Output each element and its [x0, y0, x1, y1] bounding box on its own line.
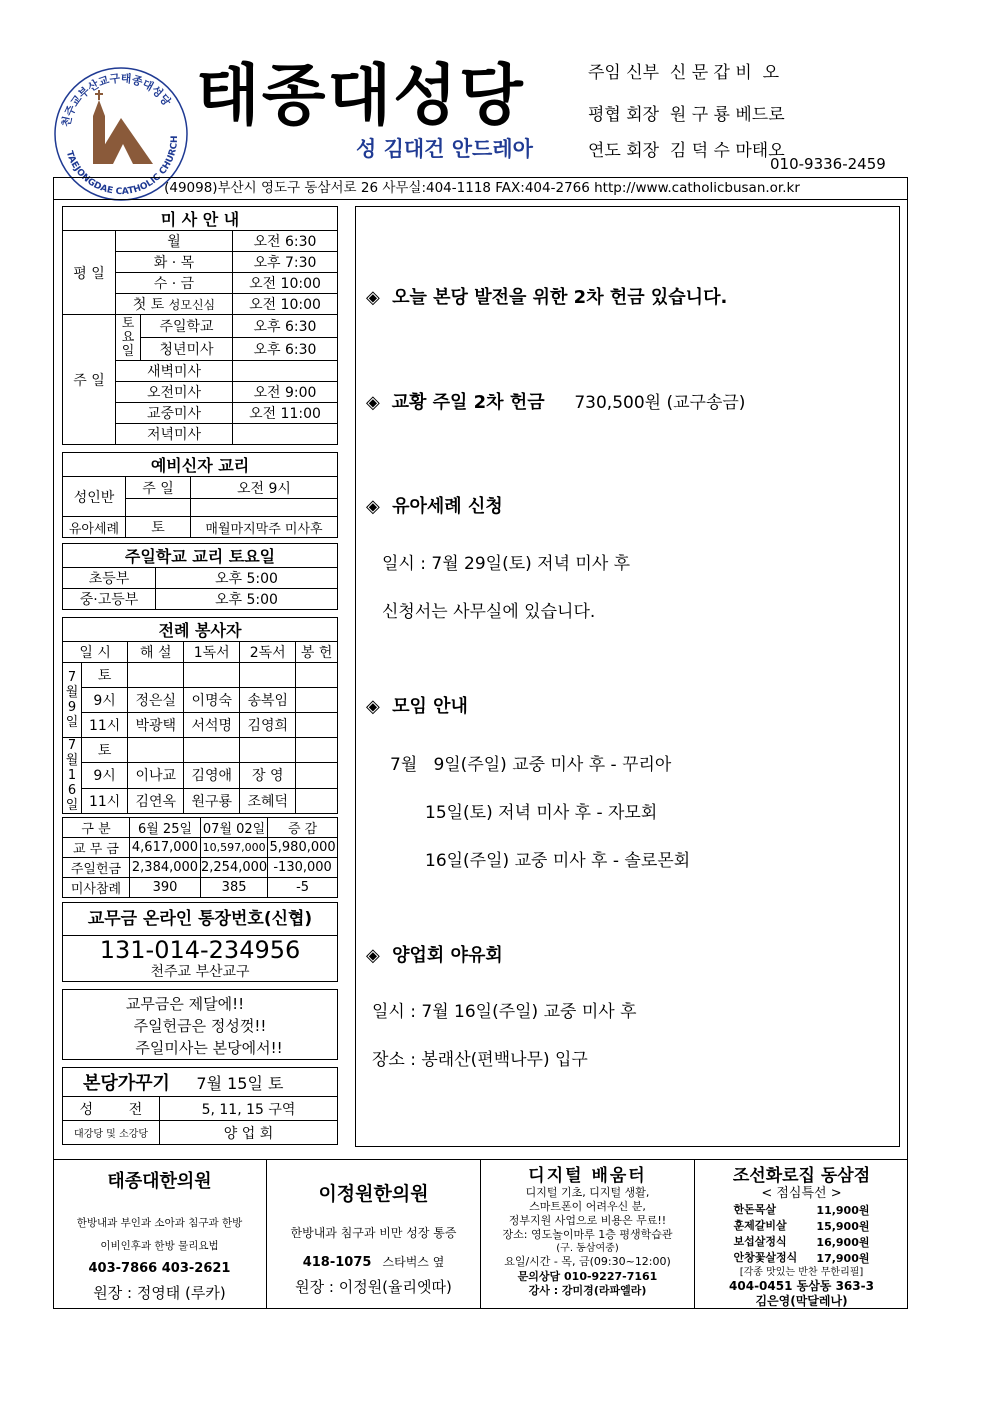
sunday-school-title: 주일학교 교리 토요일 — [63, 544, 338, 568]
infant-baptism-time: 매월마지막주 미사후 — [191, 517, 338, 538]
ad-line: 요일/시간 - 목, 금(09:30~12:00) — [504, 1255, 671, 1268]
ad-line: 한방내과 침구과 비만 성장 통증 — [290, 1226, 457, 1240]
liturgy-cell: 원구룡 — [184, 788, 240, 813]
notice-3-title: 유아세례 신청 — [392, 496, 503, 517]
liturgy-cell — [296, 788, 338, 813]
liturgy-date-text: 7월16일 — [65, 738, 79, 813]
liturgy-cell — [128, 663, 184, 688]
notice-4-line: 16일(주일) 교중 미사 후 - 솔로몬회 — [425, 851, 691, 871]
saturday-mass-name: 주일학교 — [141, 315, 233, 338]
liturgy-table — [62, 617, 338, 814]
liturgy-time: 토 — [82, 663, 128, 688]
liturgy-cell: 이명숙 — [184, 688, 240, 713]
seal-ring-text: 천주교부산교구태종대성당 — [59, 71, 174, 129]
weekday-time: 오전 6:30 — [233, 231, 338, 252]
sunday-mass-name: 새벽미사 — [116, 361, 233, 382]
finance-header: 증 감 — [268, 818, 338, 838]
ad-line: 정부지원 사업으로 비용은 무료!! — [508, 1214, 667, 1227]
sunday-mass-time — [233, 424, 338, 445]
notice-5-line: 장소 : 봉래산(편백나무) 입구 — [372, 1050, 588, 1070]
ad-line: 이비인후과 한방 물리요법 — [100, 1240, 219, 1252]
liturgy-cell: 김영애 — [184, 763, 240, 788]
decor-row-label: 성 전 — [63, 1097, 160, 1121]
patron-saint: 성 김대건 안드레아 — [356, 137, 533, 161]
ad-phone: 404-0451 동삼동 363-3 — [729, 1279, 874, 1293]
liturgy-cell: 김연옥 — [128, 788, 184, 813]
liturgy-cell — [296, 688, 338, 713]
school-group: 중·고등부 — [63, 589, 156, 610]
liturgy-cell — [240, 663, 296, 688]
weekday-day: 화 · 목 — [116, 252, 233, 273]
liturgy-cell: 서석명 — [184, 713, 240, 738]
liturgy-date — [63, 663, 82, 738]
ad-line: 강사 : 강미경(라파엘라) — [528, 1284, 647, 1297]
infant-baptism-day: 토 — [126, 517, 191, 538]
finance-value: -5 — [268, 878, 338, 898]
staff-rosary: 연도 회장 김 덕 수 마태오 — [588, 141, 785, 161]
liturgy-header: 2독서 — [240, 642, 296, 663]
ad-leejungwon-clinic — [267, 1159, 480, 1309]
finance-value: 390 — [130, 878, 201, 898]
staff-president: 평협 회장 원 구 룡 베드로 — [588, 105, 785, 125]
ad-name: 조선화로집 동삼점 — [732, 1166, 871, 1186]
notice-4 — [366, 692, 468, 718]
liturgy-cell: 김영희 — [240, 713, 296, 738]
online-account-box — [62, 902, 338, 982]
notice-3 — [366, 492, 503, 518]
slogan-line: 주일미사는 본당에서!! — [135, 1039, 283, 1057]
liturgy-time: 9시 — [82, 688, 128, 713]
weekday-time: 오후 7:30 — [233, 252, 338, 273]
liturgy-cell: 조혜덕 — [240, 788, 296, 813]
diamond-bullet-icon: ◈ — [366, 392, 380, 413]
ad-phone-line — [267, 1251, 480, 1270]
sunday-mass-name: 저녁미사 — [116, 424, 233, 445]
liturgy-title: 전례 봉사자 — [63, 618, 338, 642]
school-time: 오후 5:00 — [156, 568, 338, 589]
decor-header — [63, 1068, 338, 1097]
finance-table — [62, 817, 338, 898]
saturday-label-text: 토요일 — [121, 315, 135, 359]
finance-value: 385 — [201, 878, 268, 898]
saturday-mass-time: 오후 6:30 — [233, 315, 338, 338]
notice-4-line: 15일(토) 저녁 미사 후 - 자모회 — [425, 803, 658, 823]
liturgy-cell: 정은실 — [128, 688, 184, 713]
liturgy-header: 봉 헌 — [296, 642, 338, 663]
menu-item: 한돈목살 — [733, 1203, 777, 1216]
weekday-day-first-sat — [116, 294, 233, 315]
sunday-mass-time: 오전 9:00 — [233, 382, 338, 403]
decor-row-value: 양 업 회 — [160, 1121, 338, 1145]
catechumen-table — [62, 452, 338, 538]
mass-title: 미 사 안 내 — [63, 207, 338, 231]
menu-item: 보섭살정식 — [733, 1235, 787, 1248]
liturgy-time: 11시 — [82, 788, 128, 813]
ad-line: 디지털 기초, 디지털 생활, — [525, 1186, 650, 1199]
ad-taejongdae-clinic — [53, 1159, 266, 1309]
ad-line: (구. 동삼여중) — [556, 1243, 619, 1254]
ad-owner: 원장 : 이정원(율리엣따) — [295, 1278, 452, 1296]
menu-item: 훈제갈비살 — [733, 1219, 787, 1232]
address-divider — [53, 199, 908, 200]
ad-subtitle: < 점심특선 > — [761, 1186, 842, 1201]
sunday-mass-name: 교중미사 — [116, 403, 233, 424]
sunday-school-table — [62, 543, 338, 610]
finance-header: 구 분 — [63, 818, 130, 838]
notice-5-line: 일시 : 7월 16일(주일) 교중 미사 후 — [372, 1002, 637, 1022]
liturgy-cell: 이나교 — [128, 763, 184, 788]
notice-2-value: 730,500원 (교구송금) — [574, 393, 746, 413]
ad-note: [각종 맛있는 반찬 무한리필] — [739, 1267, 864, 1278]
diamond-bullet-icon: ◈ — [366, 945, 380, 966]
liturgy-date-text: 7월9일 — [65, 670, 79, 730]
ad-location: 스타벅스 옆 — [382, 1255, 445, 1269]
liturgy-header: 일 시 — [63, 642, 128, 663]
finance-value: 5,980,000 — [268, 838, 338, 858]
ad-line: 장소: 영도놀이마루 1층 평생학습관 — [502, 1228, 673, 1241]
notice-3-line: 일시 : 7월 29일(토) 저녁 미사 후 — [382, 554, 631, 574]
adult-class-label: 성인반 — [63, 477, 126, 517]
phone-number: 010-9336-2459 — [770, 155, 886, 173]
liturgy-cell: 장 영 — [240, 763, 296, 788]
finance-value: -130,000 — [268, 858, 338, 878]
liturgy-cell — [184, 663, 240, 688]
school-group: 초등부 — [63, 568, 156, 589]
mass-schedule-table — [62, 206, 338, 445]
address-line: (49098)부산시 영도구 동삼서로 26 사무실:404-1118 FAX:404-2766 http://www.catholicbusan.or.kr — [164, 180, 800, 196]
saturday-label — [116, 315, 141, 361]
finance-label: 주일헌금 — [63, 858, 130, 878]
liturgy-cell — [296, 663, 338, 688]
ad-digital-school — [481, 1159, 694, 1309]
liturgy-cell: 박광택 — [128, 713, 184, 738]
liturgy-cell — [296, 713, 338, 738]
ad-name: 디지털 배움터 — [528, 1166, 647, 1186]
sunday-mass-time: 오전 11:00 — [233, 403, 338, 424]
sunday-mass-time — [233, 361, 338, 382]
sunday-mass-name: 오전미사 — [116, 382, 233, 403]
first-sat-note: 성모신심 — [168, 298, 216, 312]
liturgy-header: 1독서 — [184, 642, 240, 663]
liturgy-date — [63, 738, 82, 814]
notice-4-title: 모임 안내 — [392, 696, 468, 717]
decor-table — [62, 1067, 338, 1145]
weekday-label: 평 일 — [63, 231, 116, 315]
ad-menu — [734, 1202, 870, 1266]
notice-2-title: 교황 주일 2차 헌금 — [391, 392, 545, 413]
adult-class-day: 주 일 — [126, 477, 191, 499]
adult-class-time: 오전 9시 — [191, 477, 338, 499]
ad-line: 스마트폰이 어려우신 분, — [529, 1200, 646, 1213]
liturgy-cell: 송복임 — [240, 688, 296, 713]
decor-row-value: 5, 11, 15 구역 — [160, 1097, 338, 1121]
notice-5-title: 양업회 야유회 — [392, 945, 503, 966]
infant-baptism-label: 유아세례 — [63, 517, 126, 538]
school-time: 오후 5:00 — [156, 589, 338, 610]
finance-header: 6월 25일 — [130, 818, 201, 838]
notice-5 — [366, 941, 503, 967]
seal-ring-text-en: TAEJONGDAE CATHOLIC CHURCH — [63, 135, 181, 198]
finance-value: 2,384,000 — [130, 858, 201, 878]
liturgy-time: 11시 — [82, 713, 128, 738]
ad-line: 문의상담 010-9227-7161 — [517, 1270, 658, 1283]
ad-line: 한방내과 부인과 소아과 침구과 한방 — [76, 1217, 243, 1229]
ad-name: 태종대한의원 — [107, 1171, 212, 1192]
liturgy-cell — [128, 738, 184, 763]
notice-1-text: 오늘 본당 발전을 위한 2차 헌금 있습니다. — [392, 287, 728, 308]
menu-price: 15,900원 — [816, 1220, 870, 1233]
finance-label: 미사참례 — [63, 878, 130, 898]
page-title: 태종대성당 — [196, 57, 525, 134]
diamond-bullet-icon: ◈ — [366, 496, 380, 517]
decor-title: 본당가꾸기 — [83, 1073, 170, 1094]
weekday-time: 오전 10:00 — [233, 294, 338, 315]
online-account-number: 131-014-234956 — [99, 936, 301, 964]
notice-4-line: 7월 9일(주일) 교중 미사 후 - 꾸리아 — [390, 755, 672, 775]
sunday-label: 주 일 — [63, 315, 116, 445]
slogan-line: 교무금은 제달에!! — [125, 995, 245, 1013]
notice-3-line: 신청서는 사무실에 있습니다. — [382, 602, 596, 622]
saturday-mass-name: 청년미사 — [141, 338, 233, 361]
decor-date: 7월 15일 토 — [196, 1074, 284, 1093]
liturgy-cell — [296, 738, 338, 763]
weekday-day: 월 — [116, 231, 233, 252]
diamond-bullet-icon: ◈ — [366, 696, 380, 717]
online-account-holder: 천주교 부산교구 — [150, 964, 250, 980]
first-sat-label: 첫 토 — [132, 297, 165, 313]
slogan-line: 주일헌금은 정성껏!! — [133, 1017, 267, 1035]
decor-row-label: 대강당 및 소강당 — [63, 1121, 160, 1145]
ad-owner: 김은영(막달레나) — [755, 1294, 848, 1308]
menu-item: 안창꽃살정식 — [733, 1251, 798, 1264]
slogan-box — [62, 989, 338, 1060]
notice-2 — [366, 388, 745, 414]
finance-value: 4,617,000 — [130, 838, 201, 858]
ad-phone: 403-7866 403-2621 — [88, 1261, 231, 1276]
liturgy-header: 해 설 — [128, 642, 184, 663]
menu-price: 16,900원 — [816, 1236, 870, 1249]
staff-pastor: 주임 신부 신 문 갑 비 오 — [588, 63, 780, 83]
online-account-title: 교무금 온라인 통장번호(신협) — [63, 903, 337, 936]
ad-name: 이정원한의원 — [318, 1183, 429, 1205]
liturgy-cell — [240, 738, 296, 763]
liturgy-time: 9시 — [82, 763, 128, 788]
saturday-mass-time: 오후 6:30 — [233, 338, 338, 361]
notice-1 — [366, 283, 727, 309]
liturgy-cell — [184, 738, 240, 763]
weekday-day: 수 · 금 — [116, 273, 233, 294]
ad-joseon-hwaro — [695, 1159, 908, 1309]
ad-owner: 원장 : 정영태 (루카) — [93, 1284, 226, 1302]
finance-value: 2,254,000 — [201, 858, 268, 878]
weekday-time: 오전 10:00 — [233, 273, 338, 294]
ad-phone: 418-1075 — [302, 1255, 372, 1270]
menu-price: 17,900원 — [816, 1252, 870, 1265]
liturgy-time: 토 — [82, 738, 128, 763]
diamond-bullet-icon: ◈ — [366, 287, 380, 308]
finance-label: 교 무 금 — [63, 838, 130, 858]
liturgy-cell — [296, 763, 338, 788]
finance-value: 10,597,000 — [201, 838, 268, 858]
finance-header: 07월 02일 — [201, 818, 268, 838]
menu-price: 11,900원 — [816, 1204, 870, 1217]
catechumen-title: 예비신자 교리 — [63, 453, 338, 477]
